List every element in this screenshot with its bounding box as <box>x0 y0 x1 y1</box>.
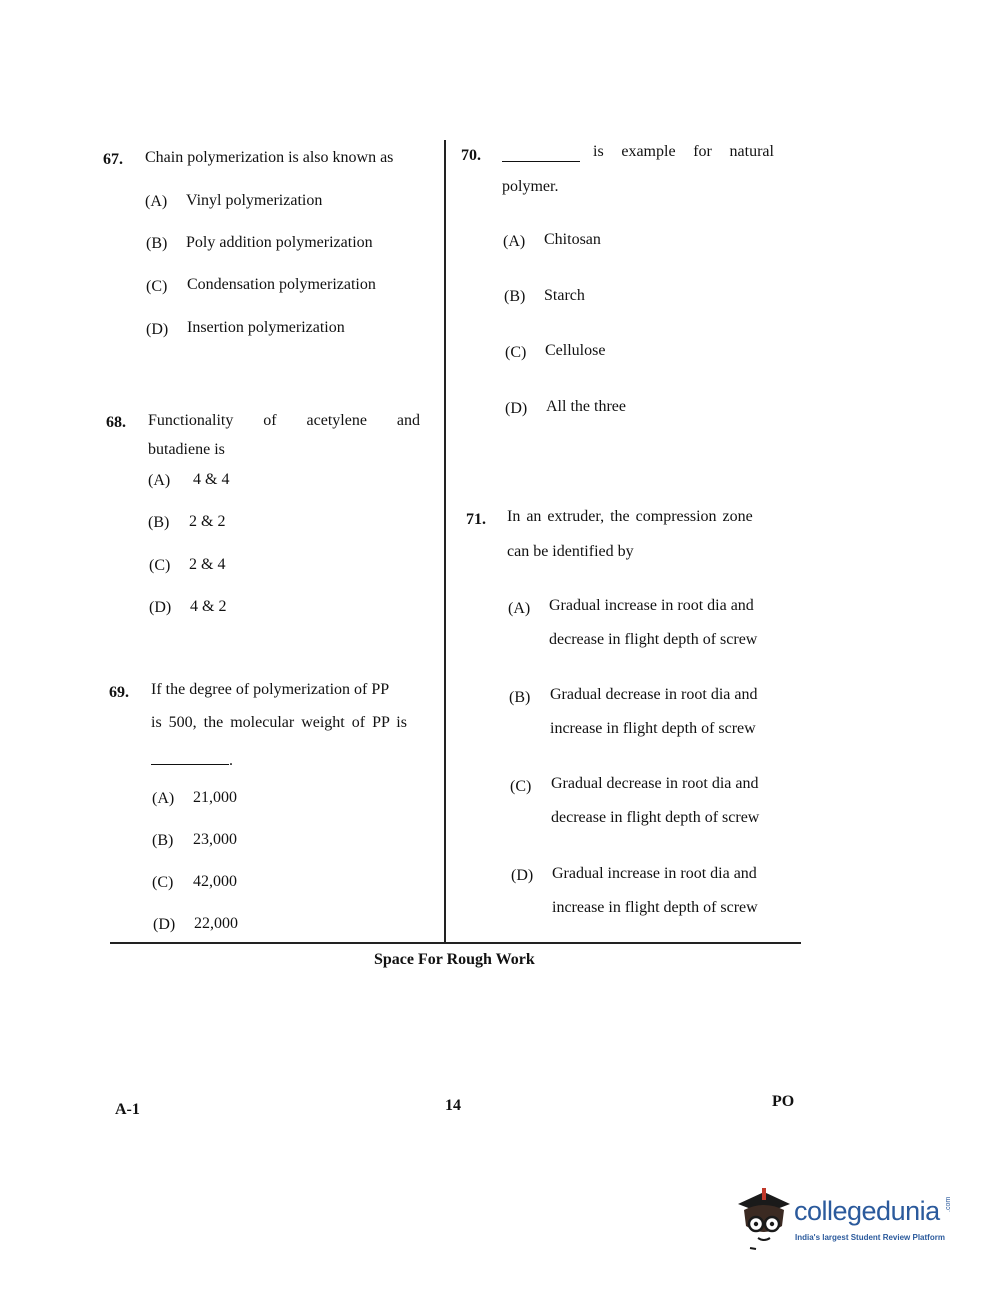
subject-code: PO <box>772 1093 795 1110</box>
answer-blank <box>502 146 580 162</box>
option-label: (A) <box>145 193 168 210</box>
option-label: (C) <box>505 344 527 361</box>
question-stem-line2: can be identified by <box>507 543 634 560</box>
question-stem: Chain polymerization is also known as <box>145 149 394 166</box>
column-divider <box>444 140 446 943</box>
blank-line <box>151 750 229 765</box>
option-label: (D) <box>511 867 534 884</box>
option-text: Chitosan <box>544 231 601 248</box>
option-text-line1: Gradual increase in root dia and <box>552 865 757 882</box>
option-text-line2: decrease in flight depth of screw <box>551 809 760 826</box>
question-stem-line1: If the degree of polymerization of PP <box>151 681 390 698</box>
option-text-line1: Gradual increase in root dia and <box>549 597 754 614</box>
stem-word: for <box>693 143 712 160</box>
option-label: (A) <box>508 600 531 617</box>
stem-word: example <box>621 143 676 160</box>
rough-work-label: Space For Rough Work <box>374 951 535 968</box>
option-text-line2: decrease in flight depth of screw <box>549 631 758 648</box>
question-stem-line1 <box>593 143 774 161</box>
option-label: (B) <box>146 235 168 252</box>
option-text: Insertion polymerization <box>187 319 345 336</box>
option-label: (B) <box>148 514 170 531</box>
option-text: 4 & 2 <box>190 598 227 615</box>
option-label: (C) <box>149 557 171 574</box>
logo-wordmark: collegedunia <box>794 1196 940 1226</box>
option-text: 4 & 4 <box>193 471 230 488</box>
option-text: 23,000 <box>193 831 237 848</box>
option-text: 21,000 <box>193 789 237 806</box>
option-text: Poly addition polymerization <box>186 234 373 251</box>
option-text: Condensation polymerization <box>187 276 376 293</box>
stem-word: is <box>593 143 604 160</box>
option-text-line1: Gradual decrease in root dia and <box>550 686 758 703</box>
blank-period: . <box>229 752 233 769</box>
question-number: 68. <box>106 414 126 431</box>
option-text: Vinyl polymerization <box>186 192 323 209</box>
option-text-line2: increase in flight depth of screw <box>552 899 758 916</box>
option-label: (A) <box>148 472 171 489</box>
question-stem-line2: polymer. <box>502 178 559 195</box>
option-label: (B) <box>504 288 526 305</box>
option-text: 2 & 4 <box>189 556 226 573</box>
option-text: 22,000 <box>194 915 238 932</box>
question-number: 67. <box>103 151 123 168</box>
option-text: Starch <box>544 287 585 304</box>
option-label: (B) <box>509 689 531 706</box>
option-label: (D) <box>149 599 172 616</box>
option-text: 2 & 2 <box>189 513 226 530</box>
option-label: (C) <box>510 778 532 795</box>
question-stem-line2: butadiene is <box>148 441 225 458</box>
option-label: (C) <box>152 874 174 891</box>
booklet-code: A-1 <box>115 1101 140 1118</box>
stem-word: acetylene <box>306 412 367 429</box>
option-label: (A) <box>503 233 526 250</box>
stem-word: natural <box>729 143 774 160</box>
option-label: (A) <box>152 790 175 807</box>
question-number: 69. <box>109 684 129 701</box>
option-label: (D) <box>146 321 169 338</box>
mascot-icon <box>734 1186 794 1252</box>
logo-tagline: India's largest Student Review Platform <box>795 1233 945 1242</box>
collegedunia-logo <box>734 1186 964 1252</box>
option-text-line2: increase in flight depth of screw <box>550 720 756 737</box>
option-text: 42,000 <box>193 873 237 890</box>
option-text: Cellulose <box>545 342 606 359</box>
option-label: (B) <box>152 832 174 849</box>
logo-dotcom: .com <box>945 1196 952 1212</box>
question-number: 71. <box>466 511 486 528</box>
question-number: 70. <box>461 147 481 164</box>
page-number: 14 <box>445 1097 461 1114</box>
stem-word: of <box>263 412 277 429</box>
answer-blank <box>151 750 233 770</box>
question-stem-line2: is 500, the molecular weight of PP is <box>151 714 407 731</box>
question-stem-line1: In an extruder, the compression zone <box>507 508 753 525</box>
rough-work-rule <box>110 942 801 944</box>
option-text: All the three <box>546 398 626 415</box>
option-label: (D) <box>153 916 176 933</box>
option-text-line1: Gradual decrease in root dia and <box>551 775 759 792</box>
question-stem-line1 <box>148 412 420 430</box>
option-label: (D) <box>505 400 528 417</box>
stem-word: Functionality <box>148 412 234 429</box>
option-label: (C) <box>146 278 168 295</box>
stem-word: and <box>396 412 420 429</box>
